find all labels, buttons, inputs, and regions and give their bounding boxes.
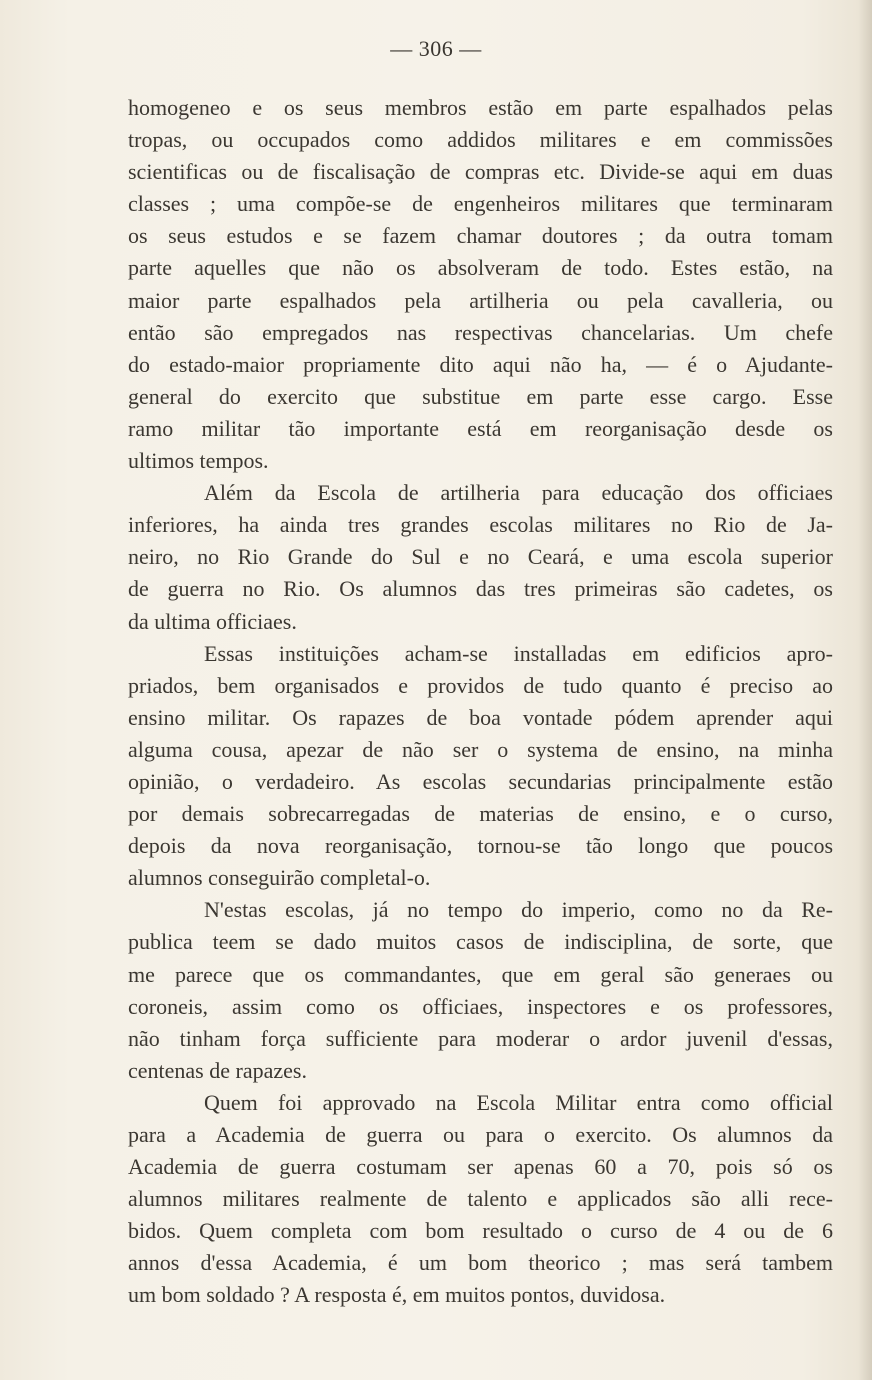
text-line: coroneis, assim como os officiaes, inspectores e os professores, bbox=[128, 993, 833, 1019]
text-line: alumnos conseguirão completal-o. bbox=[128, 865, 431, 891]
text-line: um bom soldado ? A resposta é, em muitos pontos, duvidosa. bbox=[128, 1282, 666, 1308]
page-number: — 306 — bbox=[390, 36, 482, 61]
text-line: me parece que os commandantes, que em geral são generaes ou bbox=[128, 961, 833, 987]
text-line: bidos. Quem completa com bom resultado o curso de 4 ou de 6 bbox=[128, 1218, 833, 1244]
text-line: parte aquelles que não os absolveram de todo. Estes estão, na bbox=[128, 255, 833, 281]
text-line: tropas, ou occupados como addidos militares e em commissões bbox=[128, 127, 833, 153]
text-line: classes ; uma compõe-se de engenheiros militares que terminaram bbox=[128, 191, 833, 217]
text-line: inferiores, ha ainda tres grandes escolas militares no Rio de Ja- bbox=[128, 512, 833, 538]
text-line: por demais sobrecarregadas de materias de ensino, e o curso, bbox=[128, 801, 833, 827]
text-line: annos d'essa Academia, é um bom theorico ; mas será tambem bbox=[128, 1250, 833, 1276]
text-line: centenas de rapazes. bbox=[128, 1057, 307, 1083]
text-line: não tinham força sufficiente para moderar o ardor juvenil d'essas, bbox=[128, 1025, 833, 1051]
text-line: ensino militar. Os rapazes de boa vontade pódem aprender aqui bbox=[128, 704, 833, 730]
text-line: Quem foi approvado na Escola Militar entra como official bbox=[204, 1089, 833, 1115]
text-line: Essas instituições acham-se installadas em edificios apro- bbox=[204, 640, 833, 666]
text-line: opinião, o verdadeiro. As escolas secundarias principalmente estão bbox=[128, 768, 833, 794]
text-line: alguma cousa, apezar de não ser o systema de ensino, na minha bbox=[128, 736, 833, 762]
text-line: homogeneo e os seus membros estão em parte espalhados pelas bbox=[128, 95, 833, 120]
text-line: depois da nova reorganisação, tornou-se tão longo que poucos bbox=[128, 833, 833, 859]
text-line: scientificas ou de fiscalisação de compras etc. Divide-se aqui em duas bbox=[128, 159, 833, 185]
text-line: de guerra no Rio. Os alumnos das tres primeiras são cadetes, os bbox=[128, 576, 833, 602]
body-text bbox=[128, 92, 833, 1312]
text-line: os seus estudos e se fazem chamar doutores ; da outra tomam bbox=[128, 223, 833, 249]
text-line: maior parte espalhados pela artilheria ou pela cavalleria, ou bbox=[128, 287, 833, 313]
text-line: ultimos tempos. bbox=[128, 448, 269, 474]
text-line: Além da Escola de artilheria para educação dos officiaes bbox=[204, 480, 833, 506]
text-line: priados, bem organisados e providos de tudo quanto é preciso ao bbox=[128, 672, 833, 698]
text-line: general do exercito que substitue em parte esse cargo. Esse bbox=[128, 383, 833, 409]
text-line: do estado-maior propriamente dito aqui não ha, — é o Ajudante- bbox=[128, 351, 833, 377]
text-line: então são empregados nas respectivas chancelarias. Um chefe bbox=[128, 319, 833, 345]
text-line: N'estas escolas, já no tempo do imperio, como no da Re- bbox=[204, 897, 833, 923]
text-line: da ultima officiaes. bbox=[128, 608, 297, 634]
text-line: Academia de guerra costumam ser apenas 60 a 70, pois só os bbox=[128, 1154, 833, 1180]
text-line: ramo militar tão importante está em reorganisação desde os bbox=[128, 415, 833, 441]
text-line: publica teem se dado muitos casos de indisciplina, de sorte, que bbox=[128, 929, 833, 955]
text-line: alumnos militares realmente de talento e applicados são alli rece- bbox=[128, 1186, 833, 1212]
text-line: para a Academia de guerra ou para o exercito. Os alumnos da bbox=[128, 1122, 833, 1147]
page-edge-shadow bbox=[858, 0, 872, 1380]
text-line: neiro, no Rio Grande do Sul e no Ceará, e uma escola superior bbox=[128, 544, 833, 570]
